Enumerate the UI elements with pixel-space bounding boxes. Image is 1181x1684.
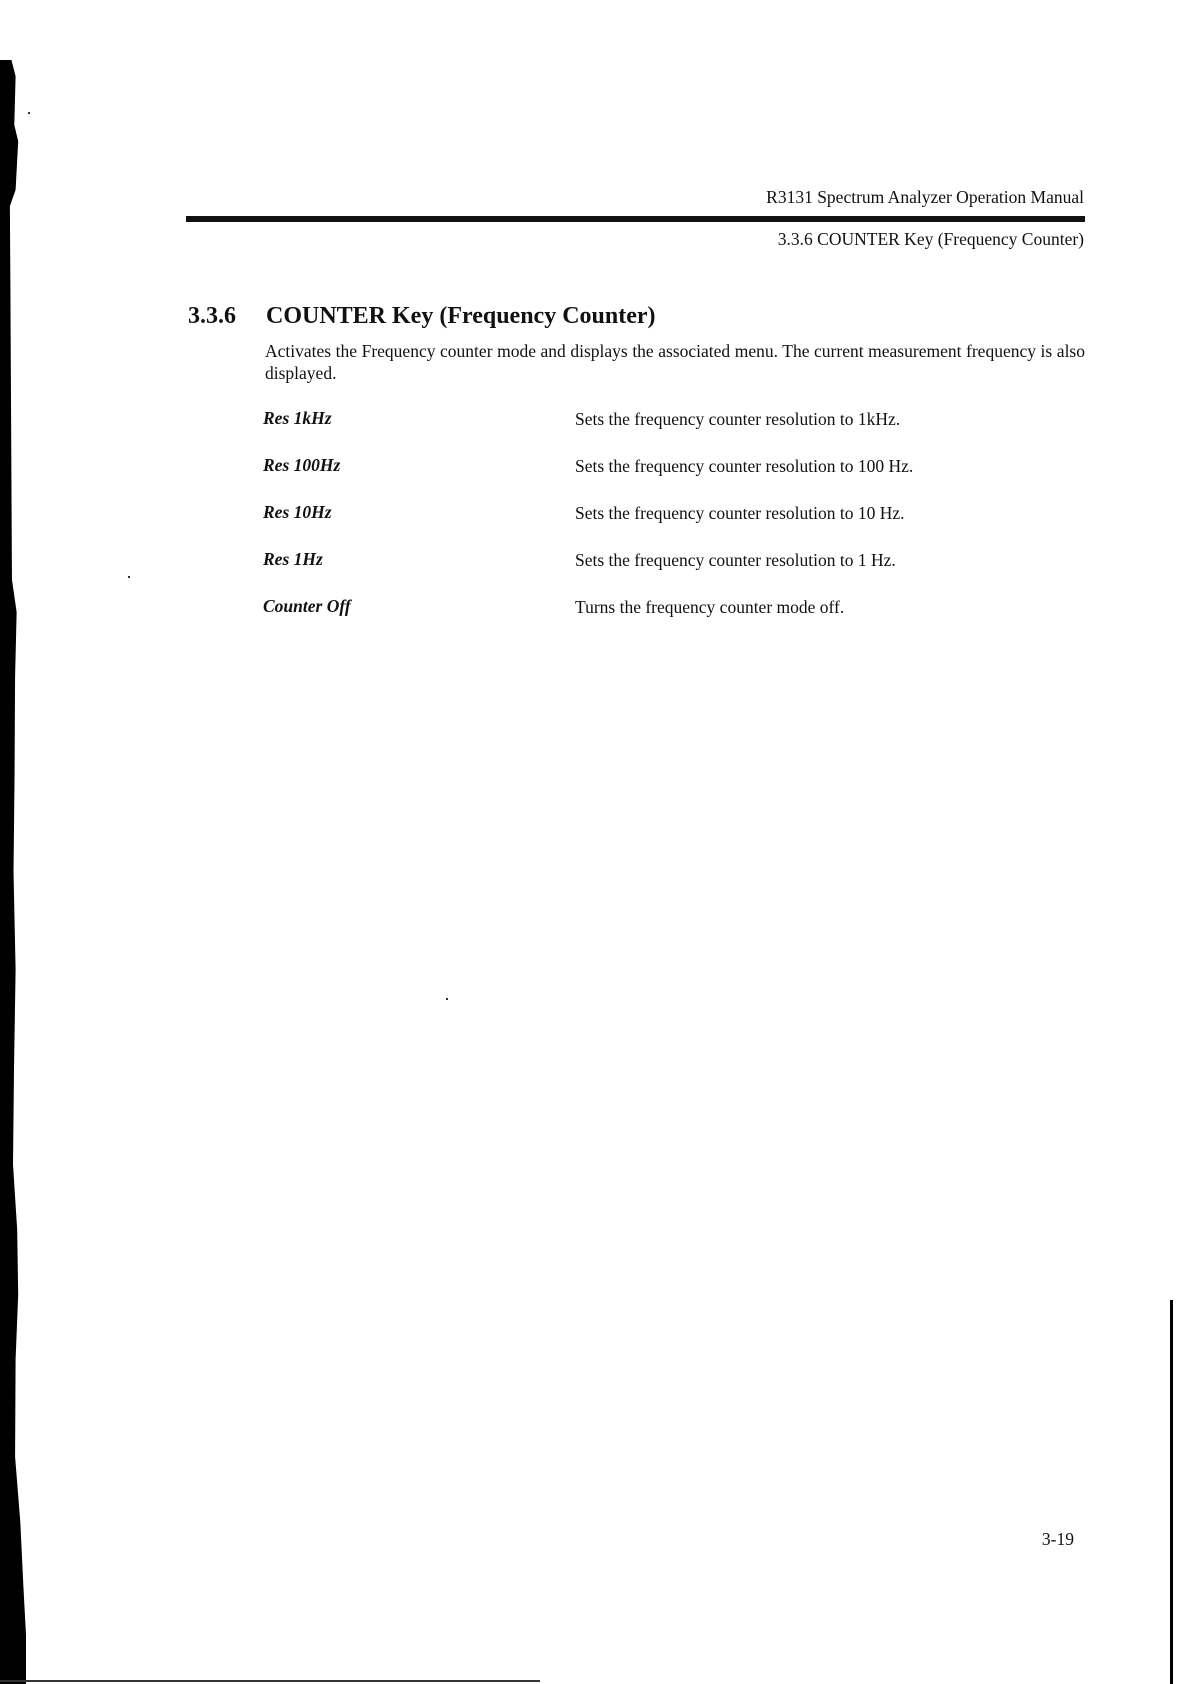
scan-speck	[28, 112, 30, 114]
menu-item-res-1khz	[263, 406, 1083, 453]
page-number: 3-19	[1041, 1529, 1074, 1549]
menu-item-list	[263, 406, 1083, 641]
section-intro: Activates the Frequency counter mode and displays the associated menu. The current measurement frequency is also displayed.	[265, 341, 1085, 383]
menu-description: Sets the frequency counter resolution to 1 Hz.	[575, 550, 896, 570]
scan-shadow-left	[0, 60, 26, 1684]
section-title: COUNTER Key (Frequency Counter)	[266, 303, 656, 329]
menu-description: Sets the frequency counter resolution to 10 Hz.	[575, 503, 905, 523]
menu-item-res-10hz	[263, 500, 1083, 547]
menu-term: Res 1kHz	[263, 408, 332, 428]
scan-speck	[446, 998, 448, 1000]
menu-item-res-100hz	[263, 453, 1083, 500]
header-rule	[186, 216, 1085, 222]
menu-description: Turns the frequency counter mode off.	[575, 597, 845, 617]
menu-term: Res 1Hz	[263, 549, 323, 569]
menu-term: Counter Off	[263, 596, 351, 616]
menu-term: Res 10Hz	[263, 502, 332, 522]
menu-item-counter-off	[263, 594, 1083, 641]
running-header-section: 3.3.6 COUNTER Key (Frequency Counter)	[777, 229, 1084, 249]
scan-speck	[128, 576, 130, 578]
menu-item-res-1hz	[263, 547, 1083, 594]
section-number: 3.3.6	[188, 303, 236, 329]
section-heading	[188, 300, 656, 332]
running-header-title: R3131 Spectrum Analyzer Operation Manual	[766, 187, 1084, 207]
menu-term: Res 100Hz	[263, 455, 341, 475]
scan-shadow-right	[1170, 1300, 1173, 1684]
scan-shadow-bottom	[0, 1680, 540, 1682]
menu-description: Sets the frequency counter resolution to 1kHz.	[575, 409, 901, 429]
menu-description: Sets the frequency counter resolution to 100 Hz.	[575, 456, 914, 476]
